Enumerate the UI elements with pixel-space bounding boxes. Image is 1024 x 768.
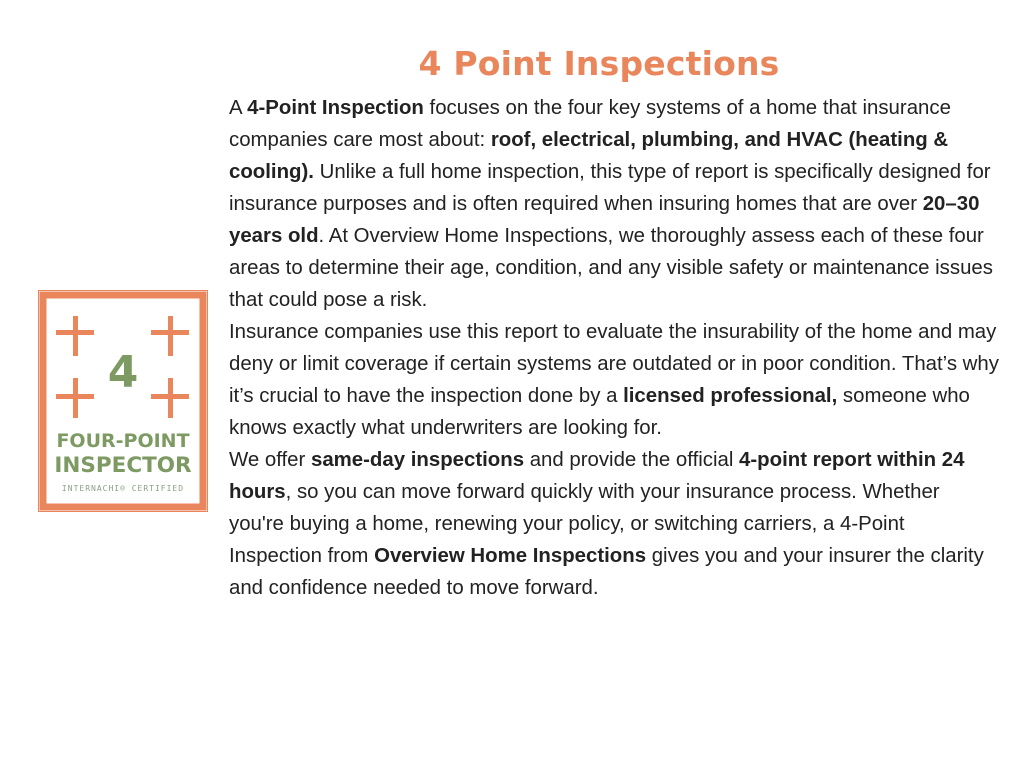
paragraph-insurance: Insurance companies use this report to evaluate the insurability of the home and may deny or limit coverage if certain systems are outdated or in poor condition. That’s why it’s crucial to have the inspection done by a licensed professional, someone who knows exactly what underwriters are looking for. [229,321,999,439]
four-point-inspector-badge [38,290,208,512]
badge-line2: INSPECTOR [54,453,192,478]
badge-certification: INTERNACHI® CERTIFIED [61,484,185,493]
paragraph-overview: A 4-Point Inspection focuses on the four key systems of a home that insurance companies care most about: roof, electrical, plumbing, and HVAC (heating & cooling). Unlike a full home inspection, this type of report is specifically designed for insurance purposes and is often required when insuring homes that are over 20–30 years old. At Overview Home Inspections, we thoroughly assess each of these four areas to determine their age, condition, and any visible safety or maintenance issues that could pose a risk. [229,97,993,311]
page-title: 4 Point Inspections [418,44,780,84]
badge-line1: FOUR-POINT [56,430,190,452]
badge-number: 4 [107,347,139,398]
paragraph-offer: We offer same-day inspections and provide the official 4-point report within 24 hours, so you can move forward quickly with your insurance process. Whether you're buying a home, renewing your policy, or switching carriers, a 4-Point Inspection from Overview Home Inspections gives you and your insurer the clarity and confidence needed to move forward. [229,449,984,599]
inspection-description [229,92,999,604]
